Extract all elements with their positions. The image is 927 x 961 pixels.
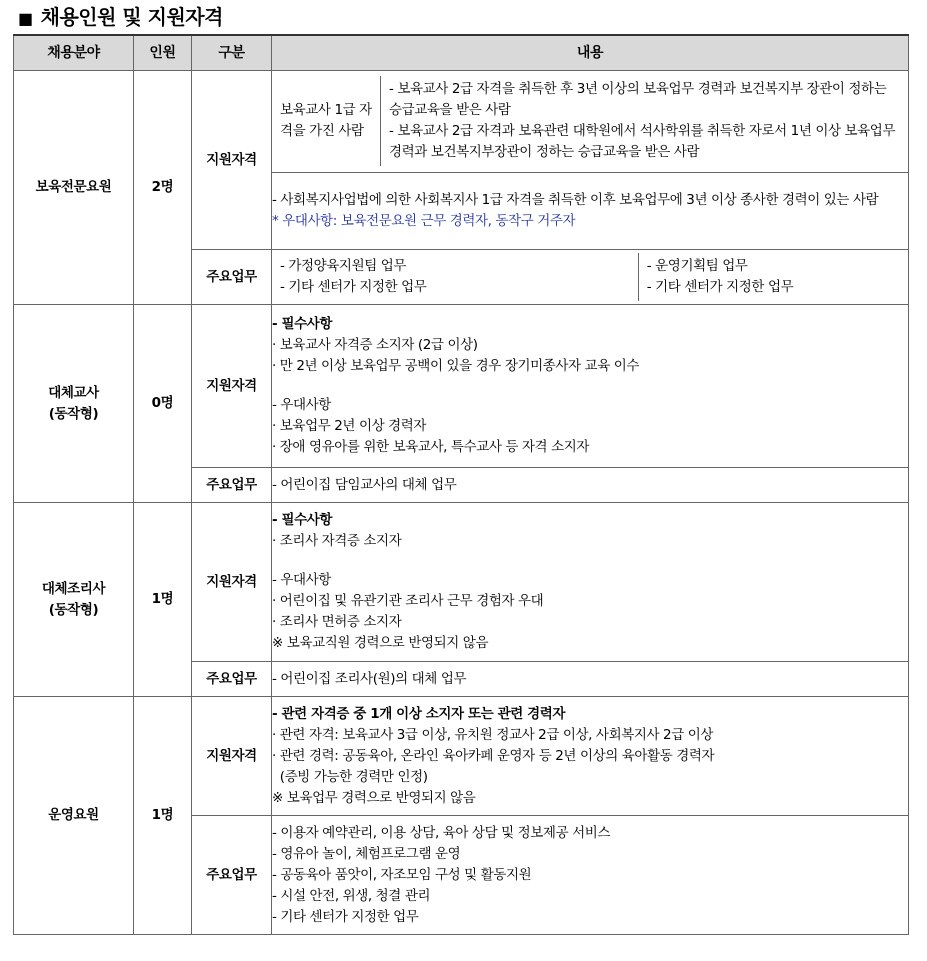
content-cell	[272, 697, 909, 816]
table-header-row	[14, 35, 909, 71]
table-row	[14, 305, 909, 468]
duty-subtable	[272, 253, 908, 301]
content-cell	[272, 71, 909, 173]
count-cell: 2명	[134, 71, 192, 305]
content-cell	[272, 172, 909, 249]
header-content: 내용	[272, 35, 909, 71]
list-item: - 기타 센터가 지정한 업무	[272, 908, 419, 925]
recruitment-table	[13, 34, 909, 935]
list-item: - 기타 센터가 지정한 업무	[646, 279, 794, 295]
list-item: (증빙 가능한 경력만 인정)	[272, 768, 428, 785]
list-item: · 만 2년 이상 보육업무 공백이 있을 경우 장기미종사자 교육 이수	[272, 358, 640, 374]
table-row	[14, 503, 909, 662]
list-item: - 기타 센터가 지정한 업무	[280, 279, 427, 295]
category-cell: 지원자격	[192, 71, 272, 250]
list-item: - 보육교사 2급 자격을 취득한 후 3년 이상의 보육업무 경력과 보건복지부 장관이 정하는 승급교육을 받은 사람	[389, 81, 891, 119]
qualification-subtable	[272, 76, 908, 166]
field-cell: 대체교사 (동작형)	[14, 305, 134, 503]
category-cell: 지원자격	[192, 305, 272, 468]
content-cell	[272, 662, 909, 697]
list-item: · 조리사 자격증 소지자	[272, 533, 402, 549]
content-cell	[272, 468, 909, 503]
content-cell	[272, 503, 909, 662]
list-item: · 관련 자격: 보육교사 3급 이상, 유치원 정교사 2급 이상, 사회복지사 2급 이상	[272, 726, 714, 743]
count-cell: 1명	[134, 503, 192, 697]
content-cell	[272, 305, 909, 468]
field-cell: 운영요원	[14, 697, 134, 935]
section-heading	[18, 2, 223, 32]
list-item: - 영유아 놀이, 체험프로그램 운영	[272, 845, 461, 862]
preferred-title: - 우대사항	[272, 397, 331, 413]
list-item: · 보육교사 자격증 소지자 (2급 이상)	[272, 337, 478, 353]
list-item: - 사회복지사업법에 의한 사회복지사 1급 자격을 취득한 이후 보육업무에 3년 이상 종사한 경력이 있는 사람	[272, 191, 879, 208]
list-item: - 시설 안전, 위생, 청결 관리	[272, 887, 431, 904]
sub-label: 보육교사 1급 자격을 가진 사람	[272, 76, 381, 166]
note: ※ 보육교직원 경력으로 반영되지 않음	[272, 635, 489, 651]
required-title: - 필수사항	[272, 512, 333, 528]
category-cell: 주요업무	[192, 662, 272, 697]
preference-note: * 우대사항: 보육전문요원 근무 경력자, 동작구 거주자	[272, 212, 576, 229]
count-cell: 0명	[134, 305, 192, 503]
content-cell	[272, 816, 909, 935]
table-row	[14, 71, 909, 173]
preferred-title: - 우대사항	[272, 572, 331, 588]
list-item: · 조리사 면허증 소지자	[272, 614, 402, 630]
section-title: 채용인원 및 지원자격	[40, 5, 223, 29]
field-cell: 보육전문요원	[14, 71, 134, 305]
list-item: · 장애 영유아를 위한 보육교사, 특수교사 등 자격 소지자	[272, 439, 590, 455]
category-cell: 주요업무	[192, 816, 272, 935]
table-row	[14, 697, 909, 816]
category-cell: 주요업무	[192, 468, 272, 503]
list-item: - 어린이집 담임교사의 대체 업무	[272, 476, 457, 493]
square-bullet-icon: ■	[18, 9, 33, 28]
list-item: · 관련 경력: 공동육아, 온라인 육아카페 운영자 등 2년 이상의 육아활동 경력자	[272, 747, 715, 764]
list-item: - 어린이집 조리사(원)의 대체 업무	[272, 670, 467, 687]
duty-right	[638, 253, 908, 301]
sub-items	[381, 76, 909, 166]
field-cell: 대체조리사 (동작형)	[14, 503, 134, 697]
count-cell: 1명	[134, 697, 192, 935]
list-item: · 어린이집 및 유관기관 조리사 근무 경험자 우대	[272, 593, 544, 609]
required-title: - 필수사항	[272, 316, 333, 332]
list-item: - 가정양육지원팀 업무	[280, 258, 407, 274]
header-count: 인원	[134, 35, 192, 71]
category-cell: 지원자격	[192, 697, 272, 816]
category-cell: 주요업무	[192, 250, 272, 305]
content-cell	[272, 250, 909, 305]
header-field: 채용분야	[14, 35, 134, 71]
list-item: - 공동육아 품앗이, 자조모임 구성 및 활동지원	[272, 866, 532, 883]
list-item: - 운영기획팀 업무	[646, 258, 748, 274]
list-item: - 보육교사 2급 자격과 보육관련 대학원에서 석사학위를 취득한 자로서 1년 이상 보육업무 경력과 보건복지부장관이 정하는 승급교육을 받은 사람	[389, 123, 899, 161]
duty-left	[272, 253, 638, 301]
list-item: · 보육업무 2년 이상 경력자	[272, 418, 427, 434]
list-item: - 이용자 예약관리, 이용 상담, 육아 상담 및 정보제공 서비스	[272, 824, 611, 841]
required-title: - 관련 자격증 중 1개 이상 소지자 또는 관련 경력자	[272, 705, 566, 722]
note: ※ 보육업무 경력으로 반영되지 않음	[272, 789, 476, 806]
category-cell: 지원자격	[192, 503, 272, 662]
header-category: 구분	[192, 35, 272, 71]
